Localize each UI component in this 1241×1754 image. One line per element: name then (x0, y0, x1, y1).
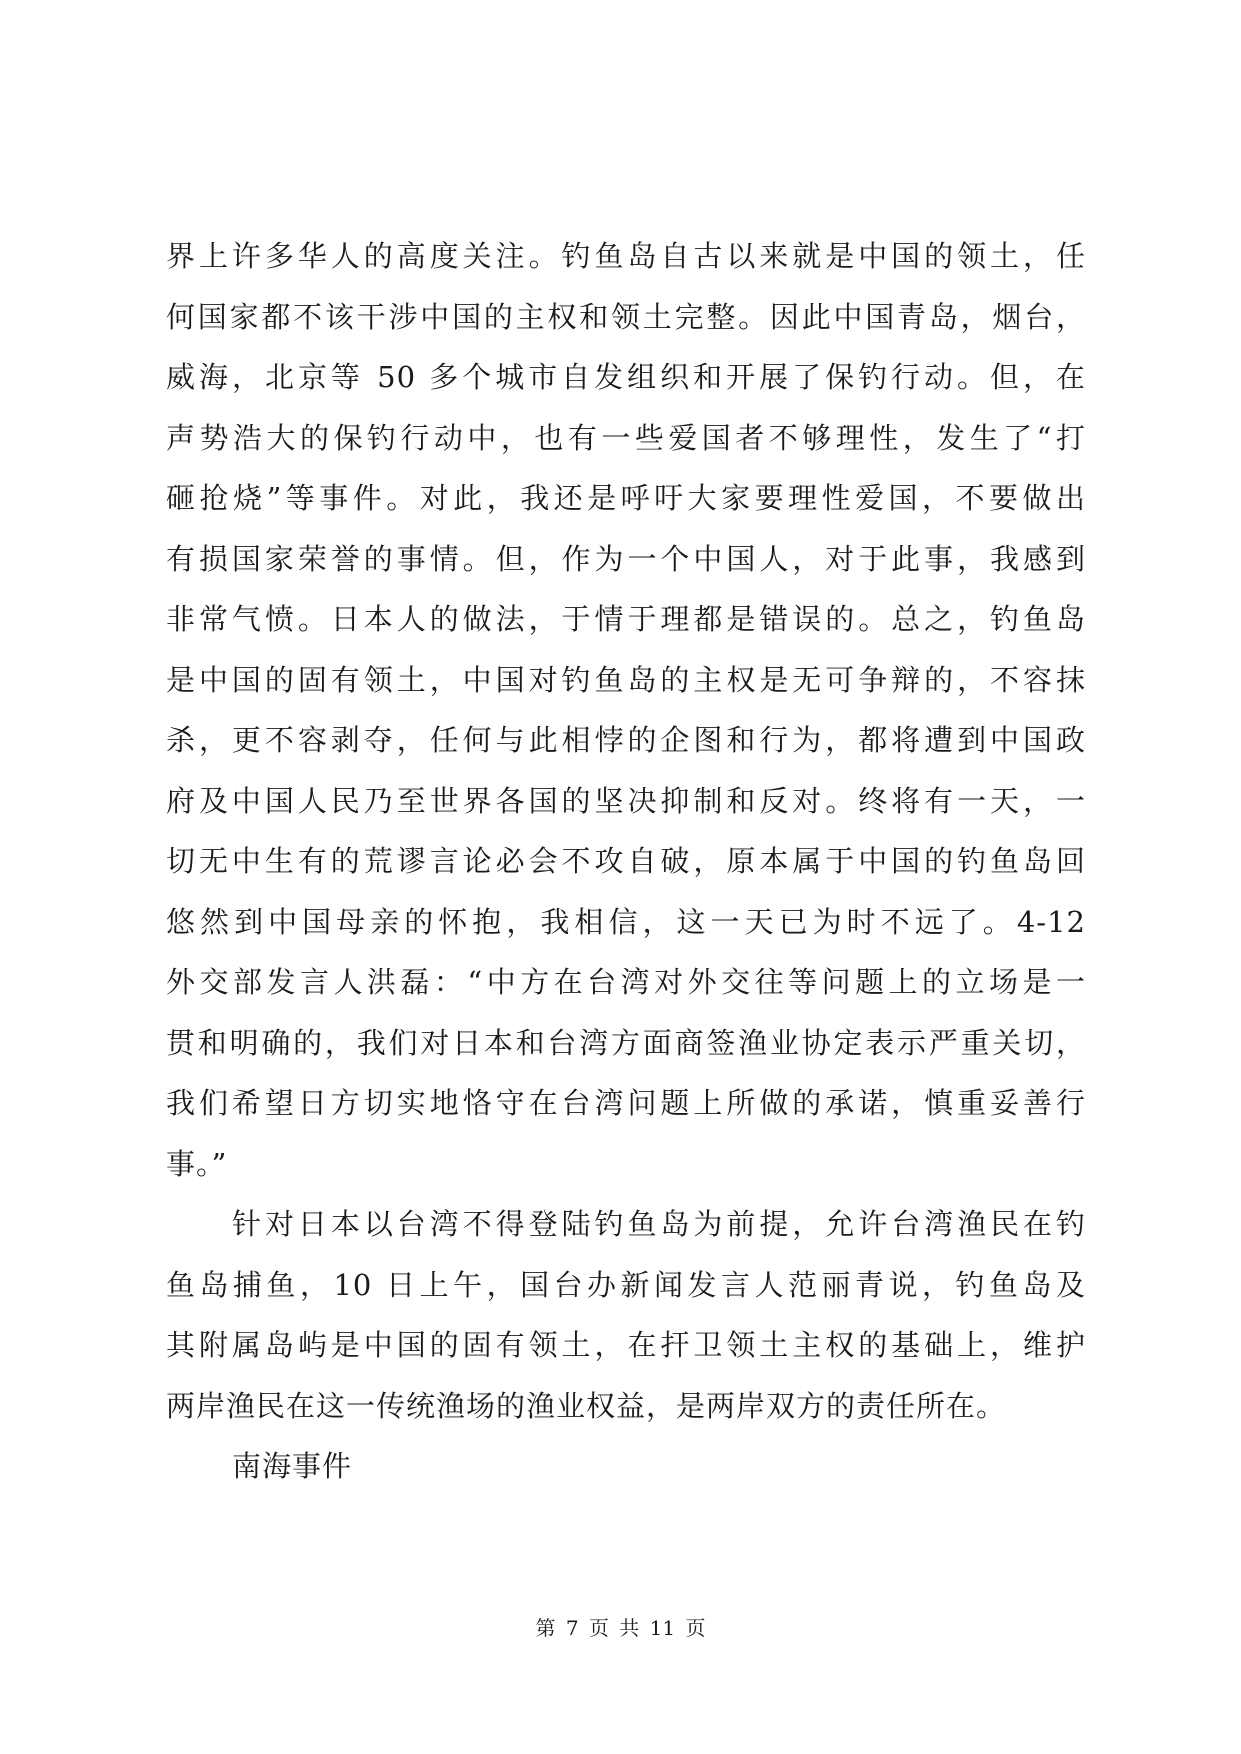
text-line: 外交部发言人洪磊：“中方在台湾对外交往等问题上的立场是一 (166, 965, 1086, 999)
text-line: 砸抢烧”等事件。对此，我还是呼吁大家要理性爱国，不要做出 (166, 481, 1086, 515)
text-line: 有损国家荣誉的事情。但，作为一个中国人，对于此事，我感到 (166, 541, 1086, 576)
text-line: 威海，北京等 50 多个城市自发组织和开展了保钓行动。但，在 (166, 360, 1086, 394)
text-line: 是中国的固有领土，中国对钓鱼岛的主权是无可争辩的，不容抹 (166, 662, 1086, 697)
paragraph-taiwan-fishing (166, 1194, 1086, 1436)
text-line: 南海事件 (232, 1449, 353, 1483)
text-line: 切无中生有的荒谬言论必会不攻自破，原本属于中国的钓鱼岛回 (166, 844, 1086, 878)
text-line: 我们希望日方切实地恪守在台湾问题上所做的承诺，慎重妥善行 (166, 1086, 1086, 1120)
text-line: 非常气愤。日本人的做法，于情于理都是错误的。总之，钓鱼岛 (166, 602, 1086, 636)
text-line: 贯和明确的，我们对日本和台湾方面商签渔业协定表示严重关切， (166, 1025, 1086, 1060)
text-line: 事。” (166, 1146, 228, 1181)
section-heading-south-china-sea (166, 1436, 1086, 1497)
text-line: 两岸渔民在这一传统渔场的渔业权益，是两岸双方的责任所在。 (166, 1388, 1007, 1423)
document-body (166, 226, 1086, 1497)
page-number-footer: 第 7 页 共 11 页 (535, 1616, 706, 1640)
text-line: 其附属岛屿是中国的固有领土，在扞卫领土主权的基础上，维护 (166, 1328, 1086, 1362)
text-line: 针对日本以台湾不得登陆钓鱼岛为前提，允许台湾渔民在钓 (232, 1207, 1086, 1241)
text-line: 鱼岛捕鱼，10 日上午，国台办新闻发言人范丽青说，钓鱼岛及 (166, 1267, 1086, 1302)
text-line: 杀，更不容剥夺，任何与此相悖的企图和行为，都将遭到中国政 (166, 723, 1086, 757)
text-line: 悠然到中国母亲的怀抱，我相信，这一天已为时不远了。4-12 (166, 904, 1086, 939)
text-line: 府及中国人民乃至世界各国的坚决抑制和反对。终将有一天，一 (166, 783, 1086, 818)
text-line: 界上许多华人的高度关注。钓鱼岛自古以来就是中国的领土，任 (166, 239, 1086, 273)
paragraph-diaoyu-statement (166, 226, 1086, 1194)
text-line: 何国家都不该干涉中国的主权和领土完整。因此中国青岛，烟台， (166, 299, 1086, 334)
text-line: 声势浩大的保钓行动中，也有一些爱国者不够理性，发生了“打 (166, 420, 1086, 455)
